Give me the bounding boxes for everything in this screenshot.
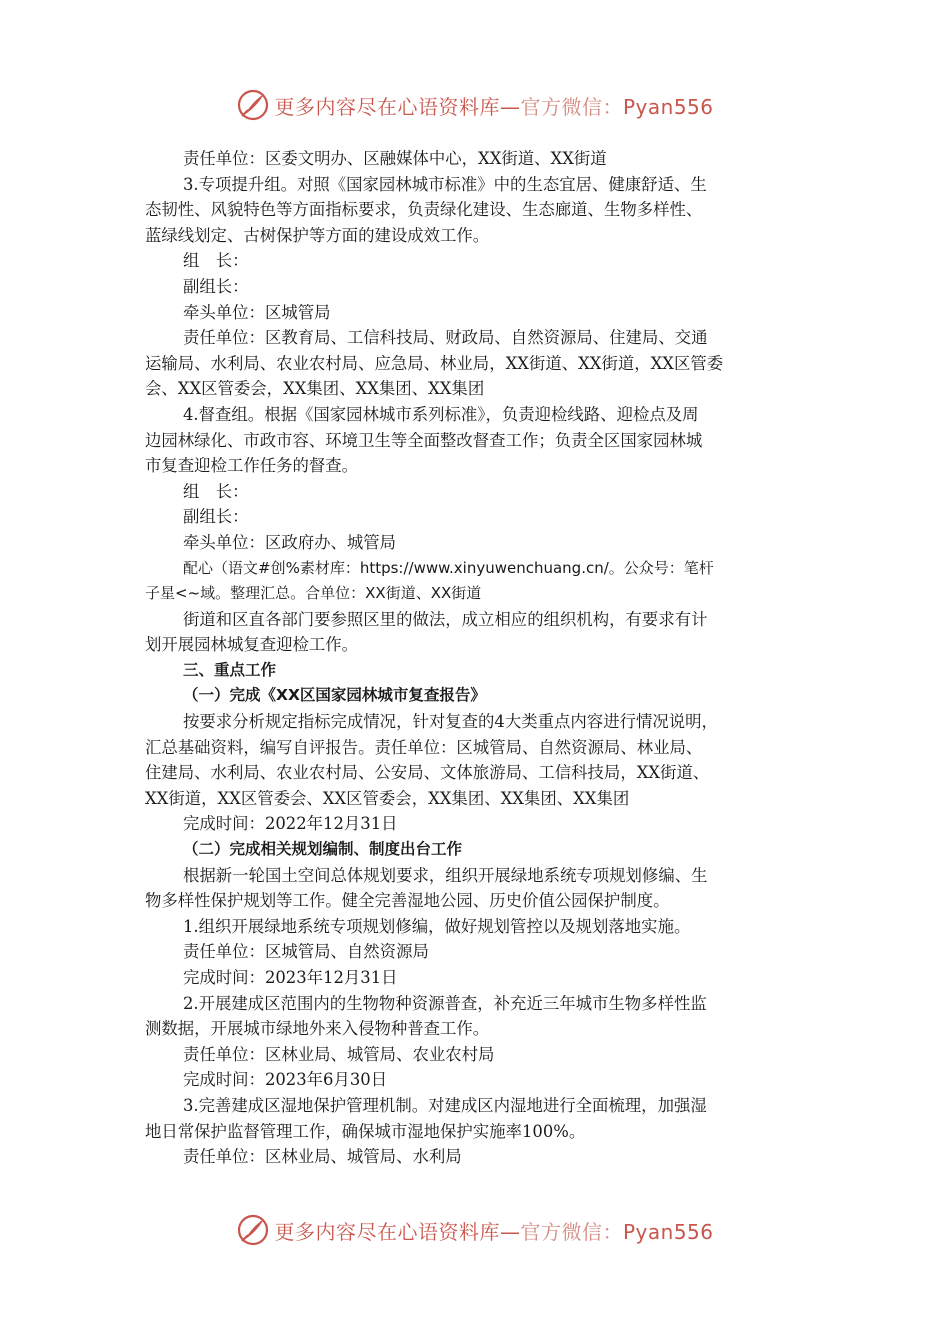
text-line: 会、XX区管委会，XX集团、XX集团、XX集团	[145, 379, 485, 399]
footer-banner	[0, 1210, 950, 1250]
text-line: 副组长：	[183, 276, 249, 296]
text-line: 2.开展建成区范围内的生物物种资源普查，补充近三年城市生物多样性监	[183, 993, 707, 1013]
text-line: 完成时间：2022年12月31日	[183, 814, 398, 834]
text-line: 配心（语文#创%素材库：https://www.xinyuwenchuang.cn/。公众号：笔杆	[183, 558, 714, 577]
text-line: 按要求分析规定指标完成情况，针对复查的4大类重点内容进行情况说明，	[183, 712, 718, 732]
document-body	[145, 146, 805, 1170]
text-line: 汇总基础资料，编写自评报告。责任单位：区城管局、自然资源局、林业局、	[145, 737, 703, 757]
section-heading: （二）完成相关规划编制、制度出台工作	[183, 840, 463, 859]
text-line: 运输局、水利局、农业农村局、应急局、林业局，XX街道、XX街道，XX区管委	[145, 353, 724, 373]
text-line: 蓝绿线划定、古树保护等方面的建设成效工作。	[145, 225, 490, 245]
quill-logo-icon	[236, 88, 270, 122]
text-line: 划开展园林城复查迎检工作。	[145, 635, 359, 655]
text-line: 责任单位：区林业局、城管局、农业农村局	[183, 1044, 495, 1064]
text-line: 态韧性、风貌特色等方面指标要求，负责绿化建设、生态廊道、生物多样性、	[145, 200, 703, 220]
text-line: 完成时间：2023年6月30日	[183, 1070, 388, 1090]
text-line: 测数据，开展城市绿地外来入侵物种普查工作。	[145, 1019, 490, 1039]
text-line: 边园林绿化、市政市容、环境卫生等全面整改督查工作；负责全区国家园林城	[145, 430, 703, 450]
banner-text: 更多内容尽在心语资料库—官方微信：Pyan556	[274, 1219, 714, 1244]
text-line: 1.组织开展绿地系统专项规划修编，做好规划管控以及规划落地实施。	[183, 916, 691, 936]
text-line: 责任单位：区林业局、城管局、水利局	[183, 1147, 462, 1167]
text-line: 3.完善建成区湿地保护管理机制。对建成区内湿地进行全面梳理，加强湿	[183, 1095, 707, 1115]
text-line: 根据新一轮国土空间总体规划要求，组织开展绿地系统专项规划修编、生	[183, 865, 708, 885]
text-line: 4.督查组。根据《国家园林城市系列标准》，负责迎检线路、迎检点及周	[183, 404, 699, 424]
section-heading: 三、重点工作	[183, 660, 277, 679]
text-line: 牵头单位：区城管局	[183, 302, 331, 322]
text-line: 住建局、水利局、农业农村局、公安局、文体旅游局、工信科技局，XX街道、	[145, 763, 710, 783]
text-line: 牵头单位：区政府办、城管局	[183, 532, 397, 552]
text-line: 责任单位：区教育局、工信科技局、财政局、自然资源局、住建局、交通	[183, 328, 708, 348]
text-line: 完成时间：2023年12月31日	[183, 968, 398, 987]
text-line: 责任单位：区委文明办、区融媒体中心，XX街道、XX街道	[183, 149, 607, 168]
text-line: 3.专项提升组。对照《国家园林城市标准》中的生态宜居、健康舒适、生	[183, 174, 707, 194]
text-line: 组 长：	[183, 481, 249, 501]
text-line: 地日常保护监督管理工作，确保城市湿地保护实施率100%。	[145, 1121, 586, 1141]
quill-logo-icon	[236, 1213, 270, 1247]
text-line: 街道和区直各部门要参照区里的做法，成立相应的组织机构，有要求有计	[183, 609, 708, 629]
text-line: 市复查迎检工作任务的督查。	[145, 456, 359, 476]
section-heading: （一）完成《XX区国家园林城市复查报告》	[183, 686, 486, 705]
text-line: 组 长：	[183, 251, 249, 271]
text-line: 副组长：	[183, 507, 249, 527]
text-line: 子星<~域。整理汇总。合单位：XX街道、XX街道	[145, 584, 482, 603]
banner-text: 更多内容尽在心语资料库—官方微信：Pyan556	[274, 94, 714, 119]
text-line: 物多样性保护规划等工作。健全完善湿地公园、历史价值公园保护制度。	[145, 891, 670, 911]
header-banner	[0, 85, 950, 125]
text-line: XX街道，XX区管委会、XX区管委会，XX集团、XX集团、XX集团	[145, 788, 630, 808]
text-line: 责任单位：区城管局、自然资源局	[183, 942, 429, 962]
